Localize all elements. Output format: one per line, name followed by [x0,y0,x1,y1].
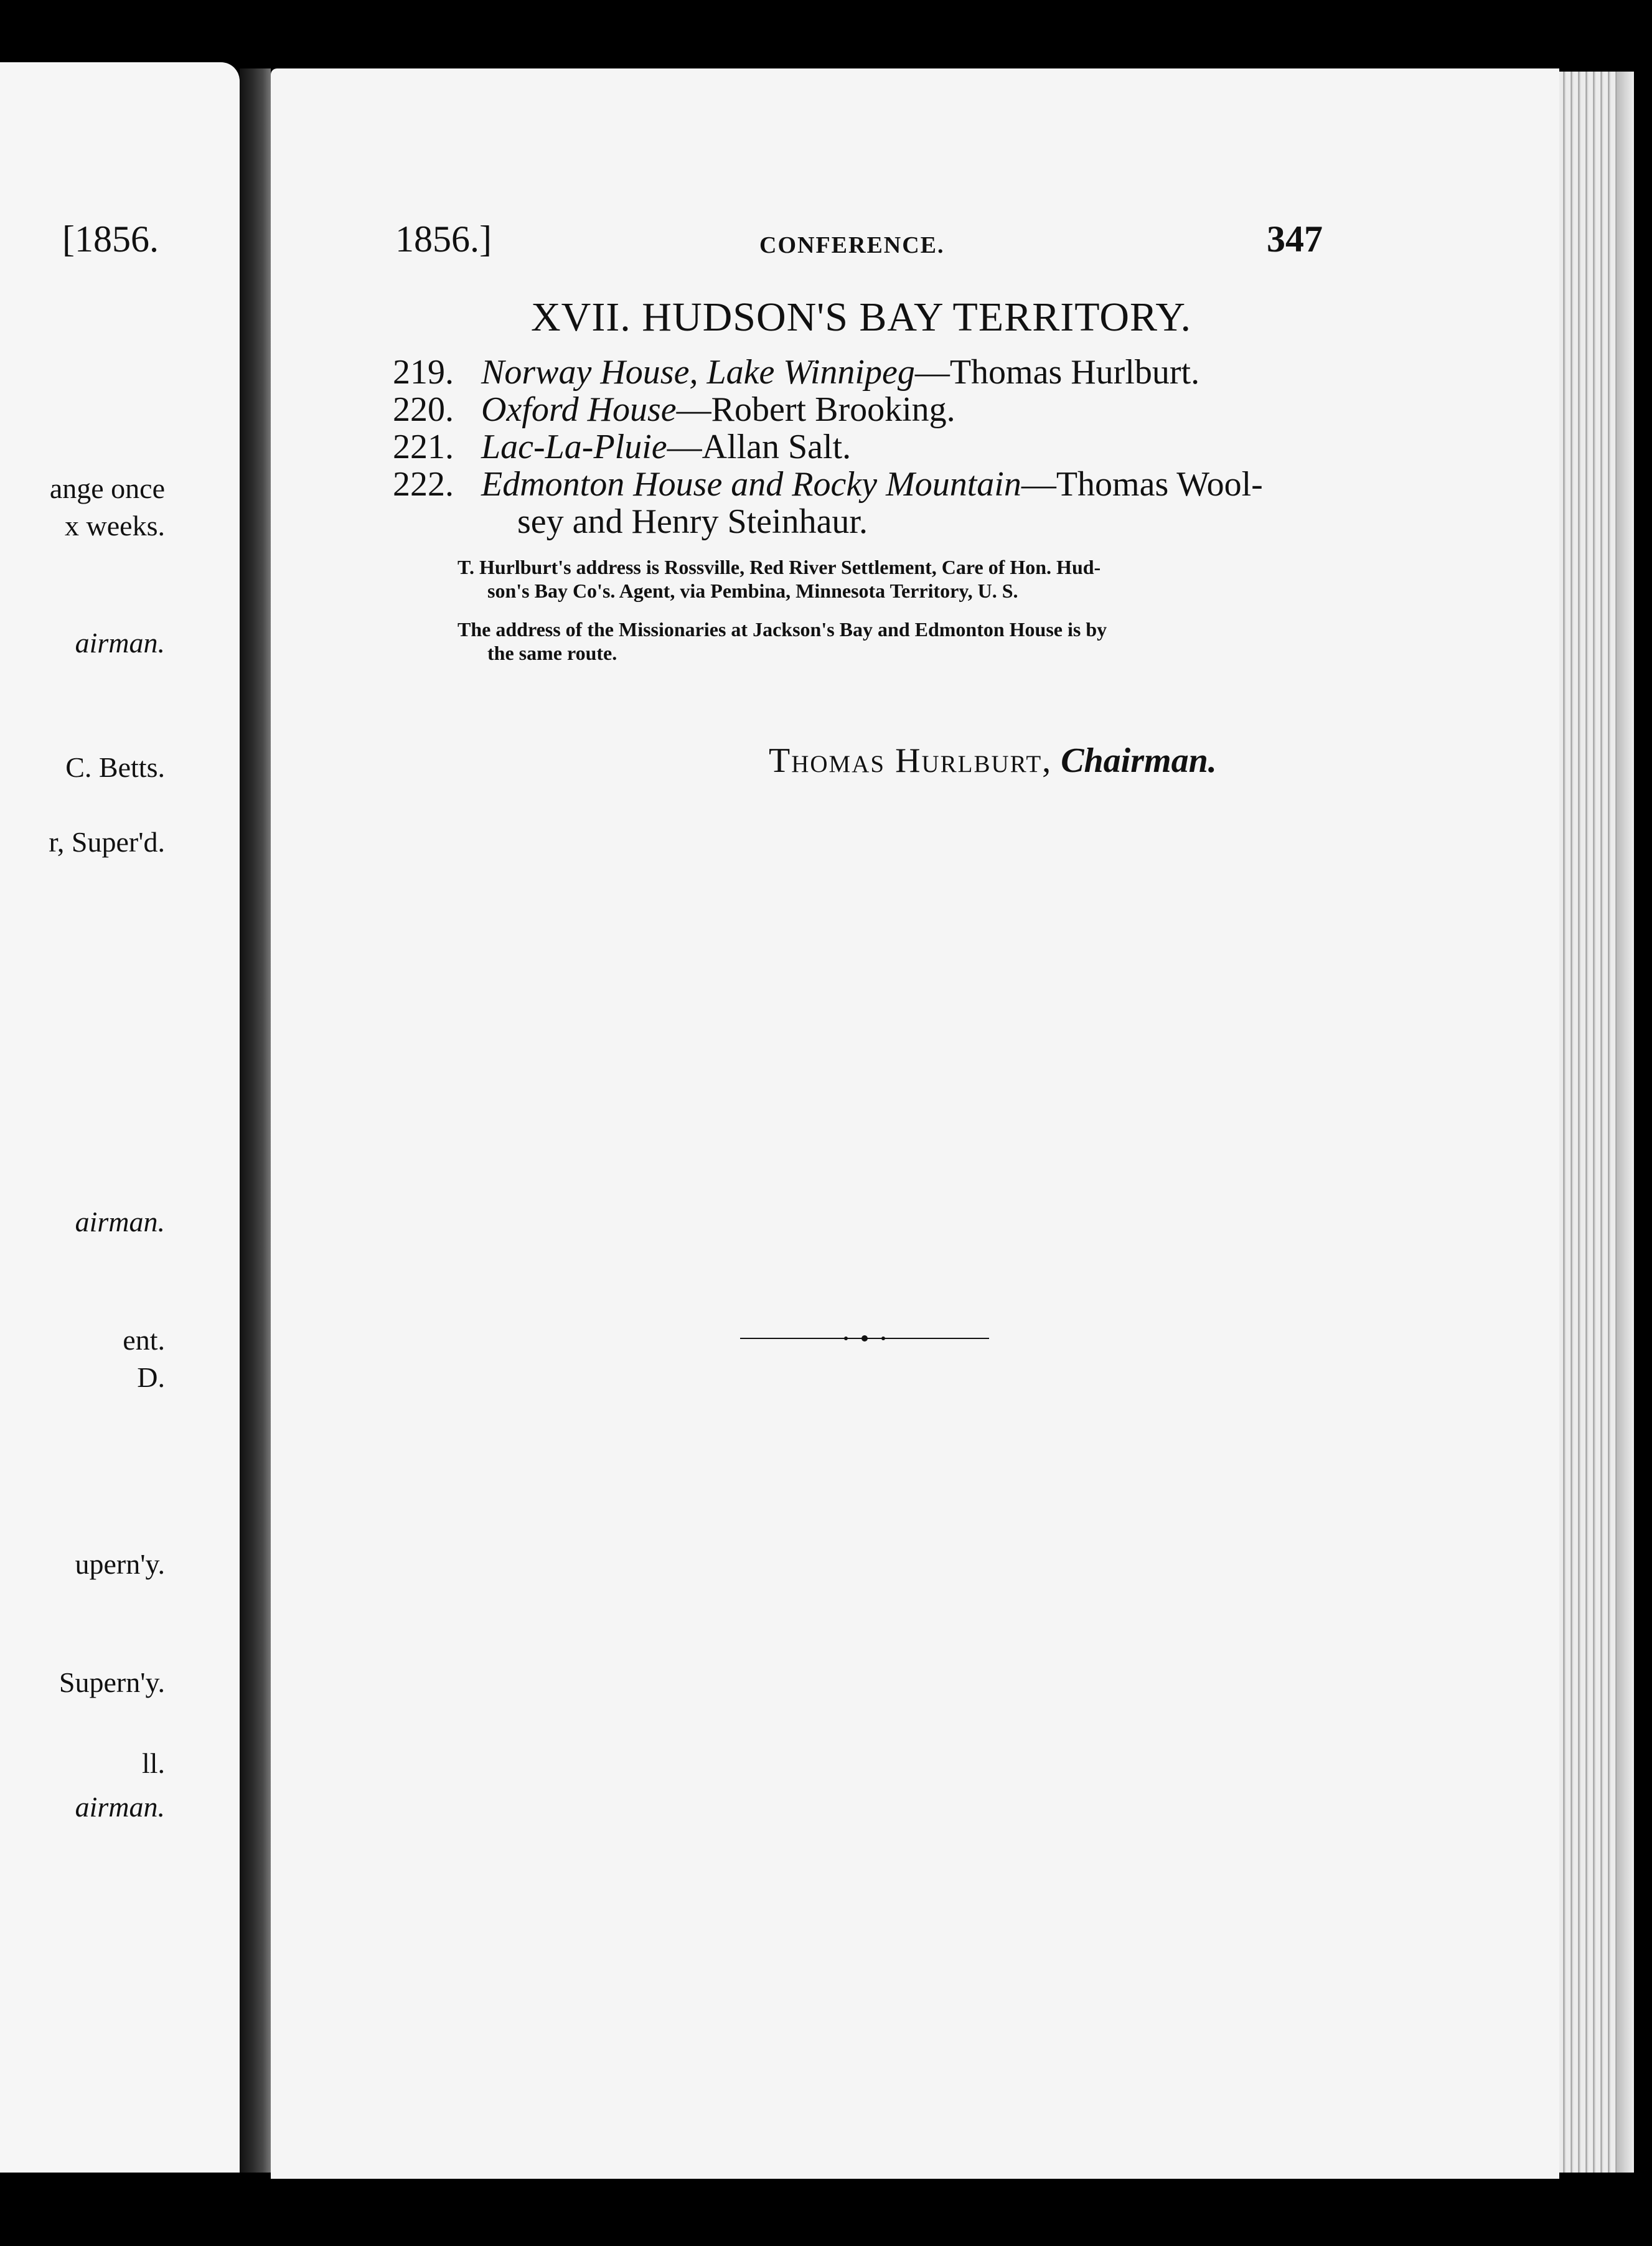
entry-names: —Thomas Hurlburt. [914,353,1200,392]
entry-place: Edmonton House and Rocky Mountain [481,465,1021,504]
entry-number: 220. [393,390,454,429]
left-page-line: Supern'y. [59,1666,165,1698]
left-page-line: airman. [75,627,165,659]
left-page-line: r, Super'd. [49,826,165,858]
entry-number: 222. [393,465,454,504]
left-page-line: airman. [75,1206,165,1238]
note-line: son's Bay Co's. Agent, via Pembina, Minnesota Territory, U. S. [487,580,1018,602]
entry-number: 219. [393,353,454,392]
list-item [393,428,1389,466]
signature [769,741,1217,781]
entry-names: —Allan Salt. [667,428,852,466]
note-line: The address of the Missionaries at Jackson's Bay and Edmonton House is by [458,618,1107,641]
book-gutter [240,68,271,2173]
signature-name: Thomas Hurlburt, [769,741,1053,780]
address-note [458,555,1329,603]
header-year: 1856.] [395,218,492,260]
left-page-line: ent. [123,1324,165,1356]
left-page [0,62,240,2173]
left-page-line: ange once [49,472,165,504]
left-page-line: airman. [75,1791,165,1823]
address-note [458,618,1329,665]
section-title: XVII. HUDSON'S BAY TERRITORY. [531,294,1192,340]
entry-place: Oxford House [481,390,677,429]
entry-names: —Thomas Wool- [1021,465,1263,504]
right-page [271,68,1559,2179]
entry-number: 221. [393,428,454,466]
page-edges [1559,72,1634,2173]
note-line: the same route. [487,642,617,664]
entry-names: —Robert Brooking. [676,390,955,429]
left-page-line: x weeks. [65,510,165,542]
left-page-year: [1856. [62,218,159,260]
list-item [393,466,1389,540]
page-number: 347 [1267,218,1323,260]
note-line: T. Hurlburt's address is Rossville, Red River Settlement, Care of Hon. Hud- [458,556,1101,578]
left-page-line: D. [137,1361,165,1393]
signature-role: Chairman. [1061,741,1217,780]
ornament-divider [740,1332,989,1345]
left-page-line: ll. [141,1747,165,1779]
header-title: CONFERENCE. [759,232,945,258]
left-page-line: C. Betts. [65,751,165,783]
left-page-line: upern'y. [75,1548,165,1580]
entry-place: Lac-La-Pluie [481,428,667,466]
entry-place: Norway House, Lake Winnipeg [481,353,915,392]
list-item [393,354,1389,391]
list-item [393,391,1389,428]
entry-continuation: sey and Henry Steinhaur. [517,502,868,541]
